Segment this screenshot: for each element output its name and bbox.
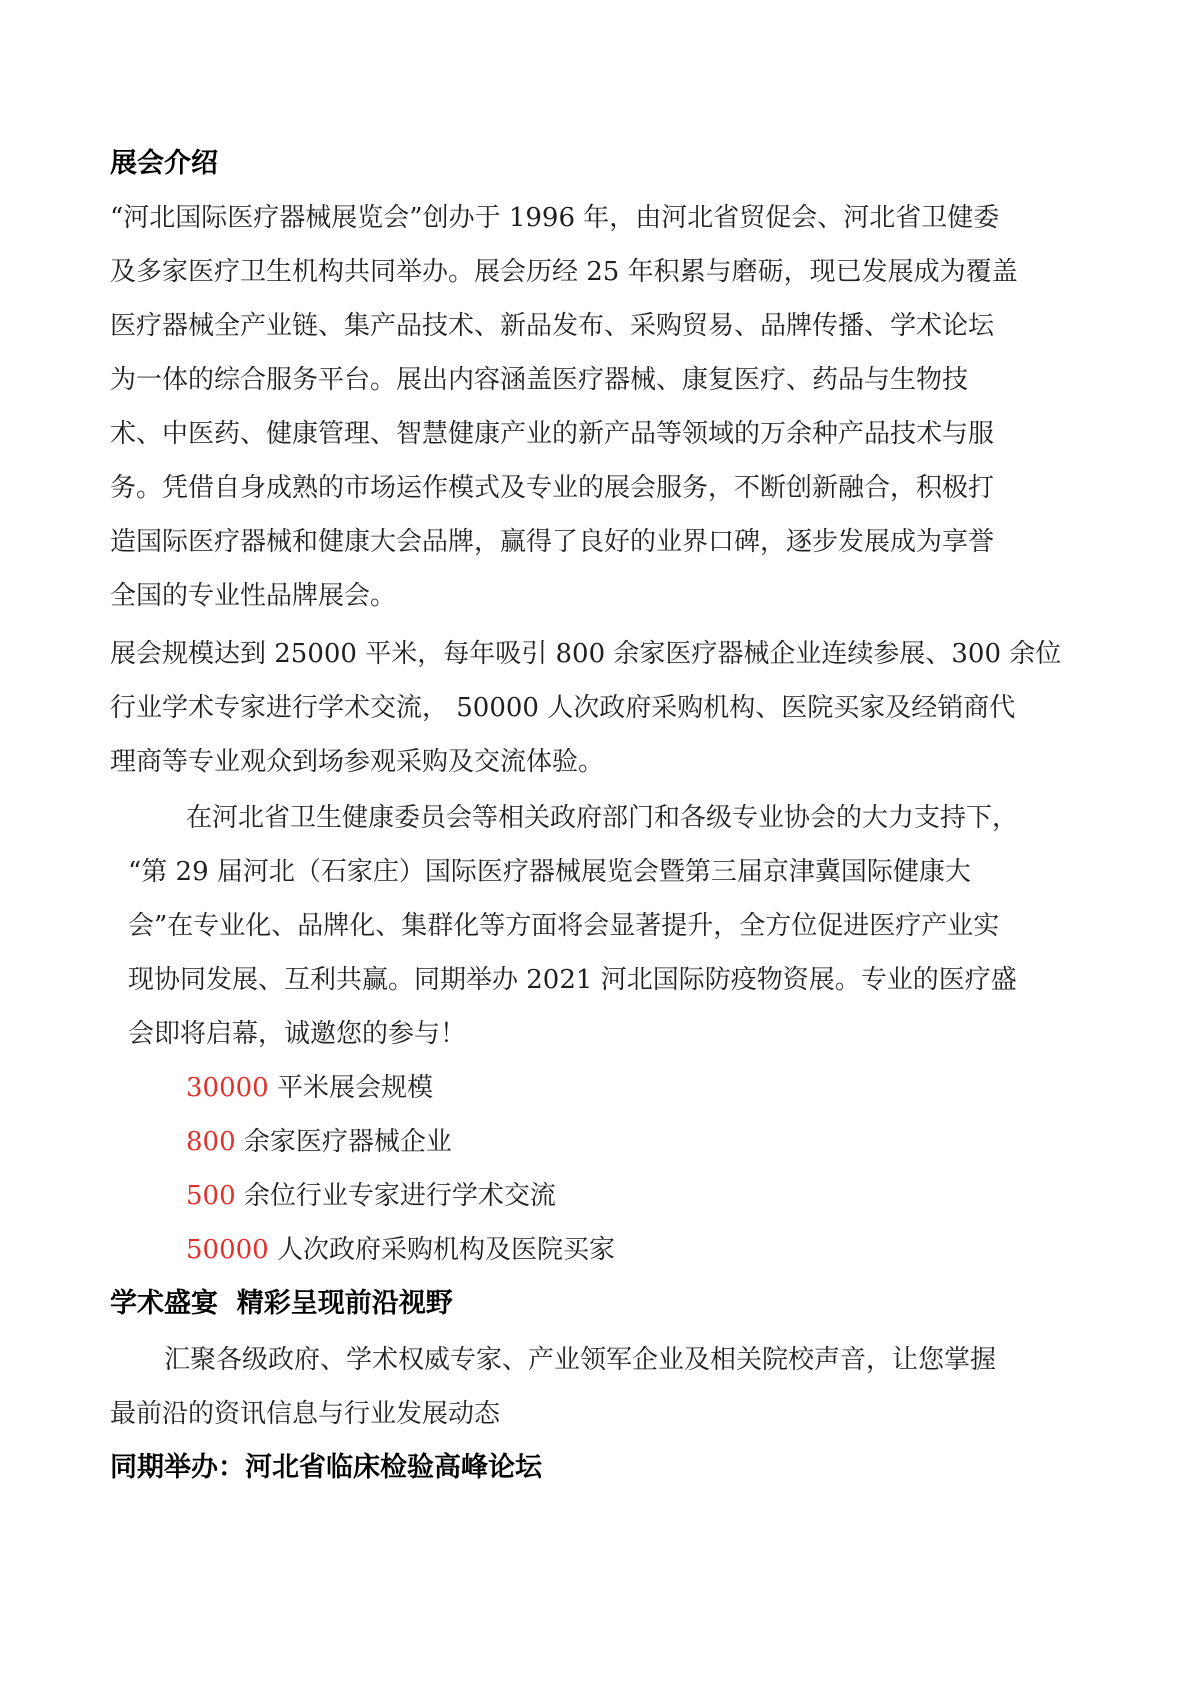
intro-line: 务。凭借自身成熟的市场运作模式及专业的展会服务，不断创新融合，积极打	[110, 473, 995, 503]
stat-item	[186, 1230, 615, 1270]
intro-line: 为一体的综合服务平台。展出内容涵盖医疗器械、康复医疗、药品与生物技	[110, 365, 969, 395]
academic-line: 汇聚各级政府、学术权威专家、产业领军企业及相关院校声音，让您掌握	[164, 1345, 997, 1375]
intro-line: “河北国际医疗器械展览会”创办于 1996 年，由河北省贸促会、河北省卫健委	[110, 203, 1000, 233]
stat-number: 50000	[186, 1235, 269, 1265]
intro-line: 医疗器械全产业链、集产品技术、新品发布、采购贸易、品牌传播、学术论坛	[110, 311, 995, 341]
intro-line: 全国的专业性品牌展会。	[110, 581, 397, 611]
stat-number: 800	[186, 1127, 236, 1157]
support-line: 在河北省卫生健康委员会等相关政府部门和各级专业协会的大力支持下，	[186, 803, 1019, 833]
academic-line: 最前沿的资讯信息与行业发展动态	[110, 1399, 501, 1429]
support-line: 现协同发展、互利共赢。同期举办 2021 河北国际防疫物资展。专业的医疗盛	[128, 965, 1017, 995]
stat-item	[186, 1068, 433, 1108]
support-line: 会”在专业化、品牌化、集群化等方面将会显著提升，全方位促进医疗产业实	[128, 911, 1000, 941]
support-line: 会即将启幕，诚邀您的参与！	[128, 1019, 467, 1049]
stat-item	[186, 1176, 556, 1216]
stat-number: 30000	[186, 1073, 269, 1103]
stat-text: 平米展会规模	[268, 1073, 433, 1103]
stat-text: 余位行业专家进行学术交流	[235, 1181, 556, 1211]
heading-academic-feast: 学术盛宴 精彩呈现前沿视野	[110, 1288, 453, 1319]
intro-line: 及多家医疗卫生机构共同举办。展会历经 25 年积累与磨砺，现已发展成为覆盖	[110, 257, 1018, 287]
heading-concurrent-forum: 同期举办：河北省临床检验高峰论坛	[110, 1452, 542, 1483]
stat-text: 余家医疗器械企业	[235, 1127, 452, 1157]
stat-item	[186, 1122, 452, 1162]
intro-line: 造国际医疗器械和健康大会品牌，赢得了良好的业界口碑，逐步发展成为享誉	[110, 527, 995, 557]
support-line: “第 29 届河北（石家庄）国际医疗器械展览会暨第三届京津冀国际健康大	[128, 857, 971, 887]
scale-line: 理商等专业观众到场参观采购及交流体验。	[110, 747, 605, 777]
heading-exhibition-intro: 展会介绍	[110, 148, 218, 179]
scale-line: 行业学术专家进行学术交流， 50000 人次政府采购机构、医院买家及经销商代	[110, 693, 1016, 723]
scale-line: 展会规模达到 25000 平米，每年吸引 800 余家医疗器械企业连续参展、300 余位	[110, 639, 1062, 669]
intro-line: 术、中医药、健康管理、智慧健康产业的新产品等领域的万余种产品技术与服	[110, 419, 995, 449]
stat-number: 500	[186, 1181, 236, 1211]
stat-text: 人次政府采购机构及医院买家	[268, 1235, 615, 1265]
